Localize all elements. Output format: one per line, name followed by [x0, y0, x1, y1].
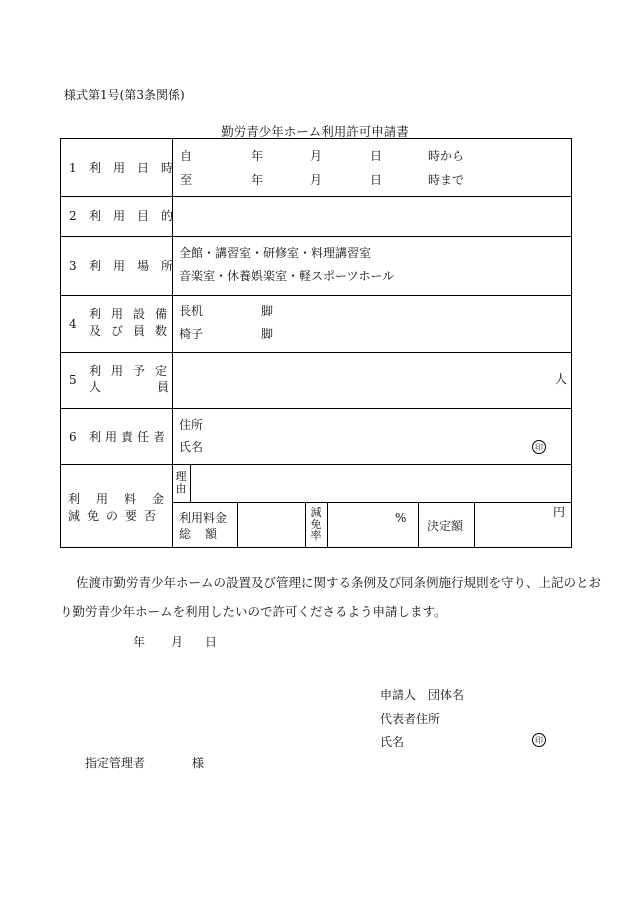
application-year: 年 [133, 635, 146, 649]
row6-number: 6 [69, 430, 77, 444]
row3-number: 3 [69, 259, 77, 273]
row-divider [61, 352, 571, 353]
application-month: 月 [171, 635, 184, 649]
form-title: 勤労青少年ホーム利用許可申請書 [221, 124, 409, 139]
responsible-address-label: 住所 [179, 418, 204, 432]
date-to-suffix: 時まで [428, 173, 465, 187]
applicant-seal-mark: 印 [532, 733, 546, 747]
fee-col-divider [305, 502, 306, 547]
row6-label: 利用責任者 [89, 430, 170, 444]
fee-col-divider [327, 502, 328, 547]
reduction-rate-label: 減免率 [310, 506, 322, 542]
fee-col-divider [418, 502, 419, 547]
application-day: 日 [205, 635, 218, 649]
row3-label: 利用場所 [89, 259, 186, 273]
applicant-rep-address-label: 代表者住所 [380, 712, 441, 726]
row-divider [61, 408, 571, 409]
reason-label: 理由 [175, 470, 187, 495]
date-to-year: 年 [251, 173, 264, 187]
date-to-month: 月 [310, 173, 323, 187]
row1-number: 1 [69, 161, 77, 175]
reason-divider [190, 464, 191, 502]
fee-label-line2: 減免の要否 [68, 509, 164, 523]
row5-number: 5 [69, 373, 77, 387]
row5-label-line2: 人員 [89, 380, 226, 394]
row4-label-line2: 及び員数 [89, 324, 178, 338]
responsible-name-label: 氏名 [179, 440, 204, 454]
declaration-line2: り勤労青少年ホームを利用したいので許可くださるよう申請します。 [60, 604, 447, 619]
fee-label-line1: 利用料金 [68, 492, 181, 506]
decided-amount-label: 決定額 [427, 519, 464, 533]
date-to-day: 日 [370, 173, 383, 187]
date-from-prefix: 自 [180, 149, 193, 163]
row2-label: 利用目的 [89, 209, 186, 223]
applicant-org-label: 団体名 [428, 688, 465, 702]
date-from-day: 日 [370, 149, 383, 163]
label-divider [172, 139, 173, 547]
form-number: 様式第1号(第3条関係) [64, 88, 185, 102]
row-divider [61, 236, 571, 237]
equipment-desk-unit: 脚 [261, 304, 274, 318]
yen-sign: 円 [553, 505, 566, 519]
place-options-line2: 音楽室・休養娯楽室・軽スポーツホール [179, 269, 395, 283]
row4-number: 4 [69, 317, 77, 331]
fee-total-label-line2: 総額 [179, 527, 232, 541]
row-divider [172, 502, 571, 503]
row-divider [61, 295, 571, 296]
people-unit: 人 [555, 372, 568, 386]
row-divider [61, 196, 571, 197]
equipment-chair-label: 椅子 [179, 327, 204, 341]
row1-label: 利用日時 [89, 161, 186, 175]
responsible-seal-mark: 印 [532, 440, 546, 454]
percent-sign: % [395, 511, 407, 525]
place-options-line1: 全館・講習室・研修室・料理講習室 [179, 246, 372, 260]
date-from-suffix: 時から [428, 149, 465, 163]
row2-number: 2 [69, 209, 77, 223]
row-divider [61, 464, 571, 465]
row4-label-line1: 利用設備 [89, 307, 178, 321]
fee-total-label-line1: 利用料金 [179, 511, 228, 525]
declaration-line1: 佐渡市勤労青少年ホームの設置及び管理に関する条例及び同条例施行規則を守り、上記のとお [76, 575, 602, 590]
applicant-name-label: 氏名 [380, 735, 405, 749]
date-from-year: 年 [251, 149, 264, 163]
equipment-desk-label: 長机 [179, 304, 204, 318]
applicant-label: 申請人 [380, 688, 417, 702]
application-table [60, 138, 572, 548]
fee-col-divider [474, 502, 475, 547]
row5-label-line1: 利用予定 [89, 364, 178, 378]
date-from-month: 月 [310, 149, 323, 163]
fee-col-divider [237, 502, 238, 547]
date-to-prefix: 至 [180, 173, 193, 187]
recipient-honorific: 様 [192, 756, 205, 770]
equipment-chair-unit: 脚 [261, 327, 274, 341]
recipient-label: 指定管理者 [85, 756, 146, 770]
